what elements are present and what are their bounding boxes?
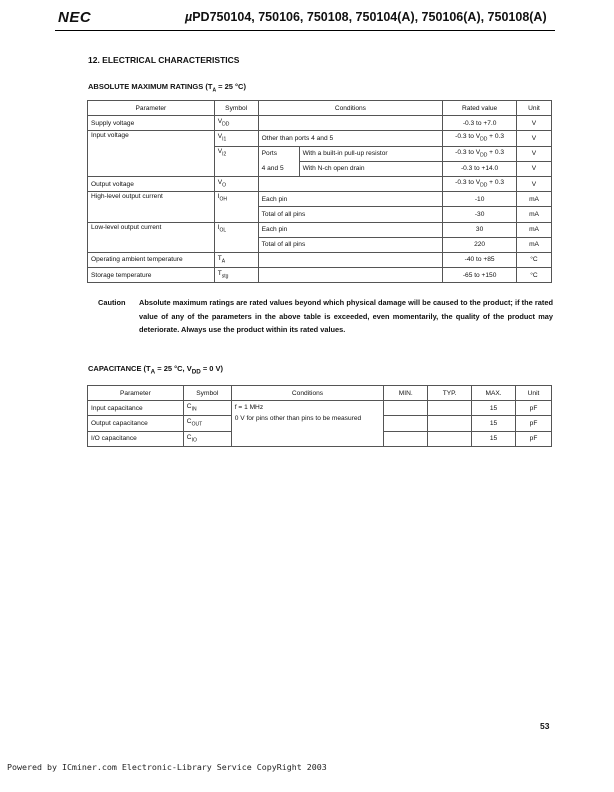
header-unit: Unit: [517, 101, 552, 116]
unit-cell: pF: [516, 431, 552, 446]
symbol-cell: $C_{IO}$: [183, 431, 231, 446]
header-typ: TYP.: [428, 386, 472, 401]
value-cell: -40 to +85: [443, 252, 517, 267]
conditions-cell: [258, 176, 443, 191]
symbol-cell: $I_{OL}$: [214, 222, 258, 252]
unit-cell: mA: [517, 237, 552, 252]
nec-logo: NEC: [58, 9, 92, 26]
min-cell: [384, 431, 428, 446]
header-conditions: Conditions: [231, 386, 384, 401]
header-rule: [55, 30, 555, 31]
document-title-text: PD750104, 750106, 750108, 750104(A), 750106(A), 750108(A): [192, 10, 547, 24]
min-cell: [384, 416, 428, 431]
param-cell: Input capacitance: [88, 401, 184, 416]
unit-cell: pF: [516, 416, 552, 431]
capacitance-table: [87, 385, 552, 447]
unit-cell: pF: [516, 401, 552, 416]
param-cell: Output voltage: [88, 176, 215, 191]
conditions-cell: Each pin: [258, 222, 443, 237]
value-cell: -0.3 to +14.0: [443, 161, 517, 176]
symbol-cell: $T_{stg}$: [214, 268, 258, 283]
footer-text: Powered by ICminer.com Electronic-Library Service CopyRight 2003: [7, 762, 327, 772]
value-cell: -30: [443, 207, 517, 222]
header-parameter: Parameter: [88, 101, 215, 116]
conditions-cell: [258, 116, 443, 131]
table-row: [88, 116, 552, 131]
value-cell: -65 to +150: [443, 268, 517, 283]
param-cell-empty: [88, 146, 215, 161]
header-min: MIN.: [384, 386, 428, 401]
unit-cell: °C: [517, 268, 552, 283]
capacitance-title: CAPACITANCE ($T_A = 25$ °C, $V_{DD} = 0$ V): [88, 364, 224, 376]
param-cell-empty: [88, 161, 215, 176]
param-cell: High-level output current: [88, 192, 215, 222]
symbol-cell: $C_{IN}$: [183, 401, 231, 416]
page-number: 53: [540, 721, 550, 731]
max-cell: 15: [472, 431, 516, 446]
value-cell: -0.3 to $V_{DD} + 0.3$: [443, 131, 517, 146]
unit-cell: mA: [517, 222, 552, 237]
symbol-cell: $V_{DD}$: [214, 116, 258, 131]
absolute-maximum-ratings-table: [87, 100, 552, 283]
table-row: [88, 176, 552, 191]
unit-cell: mA: [517, 192, 552, 207]
caution-label: Caution: [98, 298, 126, 307]
unit-cell: V: [517, 116, 552, 131]
caution-text: Absolute maximum ratings are rated values beyond which physical damage will be caused to the product; if the rated value of any of the parameters in the above table is exceeded, even momentarily, the quality of the product may deteriorate. Always use the product within its rated values.: [139, 298, 553, 334]
header-symbol: Symbol: [214, 101, 258, 116]
param-cell: Output capacitance: [88, 416, 184, 431]
conditions-cell: Total of all pins: [258, 237, 443, 252]
table-row: [88, 401, 552, 416]
param-cell: I/O capacitance: [88, 431, 184, 446]
unit-cell: V: [517, 146, 552, 161]
table-row: [88, 131, 552, 146]
table-row: [88, 252, 552, 267]
table-row: [88, 222, 552, 237]
header-parameter: Parameter: [88, 386, 184, 401]
header-conditions: Conditions: [258, 101, 443, 116]
max-cell: 15: [472, 401, 516, 416]
unit-cell: °C: [517, 252, 552, 267]
value-cell: -10: [443, 192, 517, 207]
table-row: [88, 146, 552, 161]
ports-cell: 4 and 5: [258, 161, 299, 176]
unit-cell: V: [517, 161, 552, 176]
conditions-cell: With a built-in pull-up resistor: [299, 146, 443, 161]
conditions-cell: With N-ch open drain: [299, 161, 443, 176]
param-cell: Supply voltage: [88, 116, 215, 131]
conditions-cell: f = 1 MHz 0 V for pins other than pins to be measured: [231, 401, 384, 447]
value-cell: -0.3 to $V_{DD} + 0.3$: [443, 176, 517, 191]
typ-cell: [428, 416, 472, 431]
conditions-cell: [258, 268, 443, 283]
caution-block: [98, 296, 553, 337]
typ-cell: [428, 401, 472, 416]
symbol-cell: $V_{I1}$: [214, 131, 258, 146]
conditions-cell: Total of all pins: [258, 207, 443, 222]
value-cell: -0.3 to $V_{DD} + 0.3$: [443, 146, 517, 161]
table-row: [88, 268, 552, 283]
value-cell: 30: [443, 222, 517, 237]
symbol-cell: $V_O$: [214, 176, 258, 191]
symbol-cell: $V_{I2}$: [214, 146, 258, 176]
table-header-row: [88, 386, 552, 401]
symbol-cell: $I_{OH}$: [214, 192, 258, 222]
header-unit: Unit: [516, 386, 552, 401]
conditions-cell: Each pin: [258, 192, 443, 207]
unit-cell: mA: [517, 207, 552, 222]
max-cell: 15: [472, 416, 516, 431]
mu-symbol: µ: [185, 10, 193, 24]
symbol-cell: $C_{OUT}$: [183, 416, 231, 431]
param-cell: Low-level output current: [88, 222, 215, 252]
header-symbol: Symbol: [183, 386, 231, 401]
param-cell: Input voltage: [88, 131, 215, 146]
symbol-cell: $T_A$: [214, 252, 258, 267]
conditions-cell: Other than ports 4 and 5: [258, 131, 443, 146]
section-title: 12. ELECTRICAL CHARACTERISTICS: [88, 55, 240, 65]
table-row: [88, 161, 552, 176]
value-cell: 220: [443, 237, 517, 252]
header-max: MAX.: [472, 386, 516, 401]
param-cell: Storage temperature: [88, 268, 215, 283]
table-row: [88, 192, 552, 207]
min-cell: [384, 401, 428, 416]
amr-title: ABSOLUTE MAXIMUM RATINGS ($T_A = 25$ °C): [88, 82, 246, 94]
document-title: [185, 10, 547, 24]
unit-cell: V: [517, 176, 552, 191]
header-rated-value: Rated value: [443, 101, 517, 116]
typ-cell: [428, 431, 472, 446]
ports-cell: Ports: [258, 146, 299, 161]
param-cell: Operating ambient temperature: [88, 252, 215, 267]
value-cell: -0.3 to +7.0: [443, 116, 517, 131]
conditions-cell: [258, 252, 443, 267]
unit-cell: V: [517, 131, 552, 146]
table-header-row: [88, 101, 552, 116]
